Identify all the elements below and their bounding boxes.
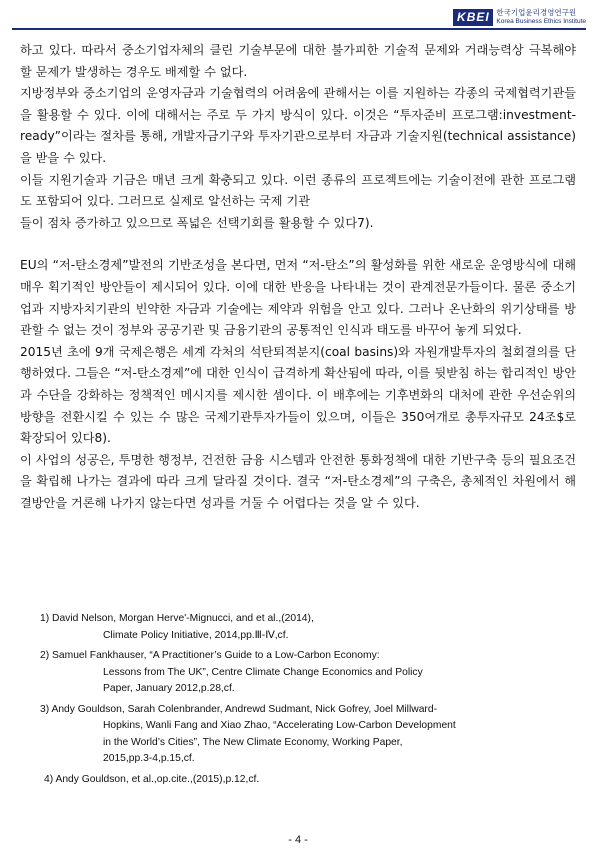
- paragraph-3: 이들 지원기술과 기금은 매년 크게 확충되고 있다. 이런 종류의 프로젝트에는 기술이전에 관한 프로그램도 포함되어 있다. 그러므로 실제로 알선하는 국제 기관: [20, 172, 576, 209]
- paragraph-7: 이 사업의 성공은, 투명한 행정부, 건전한 금융 시스템과 안전한 통화정책에 대한 기반구축 등의 필요조건을 확립해 나가는 결과에 따라 크게 달라질 것이다. 결국 “저-탄소경제”의 구축은, 총체적인 차원에서 해결방안을 거론해 나가지 않는다면 성과를 거둘 수 어렵다는 것을 알 수 있다.: [20, 452, 576, 510]
- body-text: [20, 40, 576, 514]
- footnote-line: Hopkins, Wanli Fang and Xiao Zhao, “Accelerating Low-Carbon Development: [103, 720, 456, 731]
- paragraph-5: EU의 “저-탄소경제”발전의 기반조성을 본다면, 먼저 “저-탄소”의 활성화를 위한 새로운 운영방식에 대해 매우 획기적인 방안들이 제시되어 있다. 이에 대한 반응을 나타내는 것이 관계전문가들이다. 물론 중소기업과 지방자치기관의 빈약한 자금과 기술에는 제약과 위험을 안고 있다. 그러나 온난화의 위기상태를 방관할 수 없는 것이 정부와 공공기관 및 금융기관의 공통적인 인식과 태도를 바꾸어 놓게 되었다.: [20, 258, 576, 338]
- footnote-line: 3) Andy Gouldson, Sarah Colenbrander, Andrewd Sudmant, Nick Gofrey, Joel Millward-: [40, 703, 438, 715]
- kbei-logo-mark: KBEI: [453, 9, 493, 26]
- paragraph-2: 지방정부와 중소기업의 운영자금과 기술협력의 어려움에 관해서는 이를 지원하는 각종의 국제협력기관들을 활용할 수 있다. 이에 대해서는 주로 두 가지 방식이 있다. 이것은 “투자준비 프로그램:investment-ready”이라는 절차를 통해, 개발자금기구와 투자기관으로부터 자금과 기술지원(technical assistance)을 받을 수 있다.: [20, 86, 576, 165]
- paragraph-6: 2015년 초에 9개 국제은행은 세계 각처의 석탄퇴적분지(coal basins)와 자원개발투자의 철회결의를 단행하였다. 그들은 “저-탄소경제”에 대한 인식이 급격하게 확산됨에 따라, 이를 뒷받침 하는 합리적인 방안과 수단을 강화하는 정책적인 메시지를 제시한 셈이다. 이 배후에는 기후변화의 대처에 관한 우선순위의 방향을 전환시킬 수 있는 수 많은 국제기관투자가들이 있으며, 이들은 350여개로 총투자규모 24조$로 확장되어 있다8).: [20, 344, 576, 446]
- footnote-1: [40, 611, 570, 644]
- org-name-english: Korea Business Ethics Institute: [496, 18, 586, 25]
- header-logo: [453, 8, 586, 26]
- paragraph-1: 하고 있다. 따라서 중소기업자체의 클린 기술부문에 대한 불가피한 기술적 문제와 거래능력상 극복해야 할 문제가 발생하는 경우도 배제할 수 없다.: [20, 43, 576, 79]
- footnote-2: [40, 648, 570, 698]
- footnote-4: [44, 772, 570, 789]
- footnote-3: [40, 702, 570, 768]
- footnote-line: 2015,pp.3-4,p.15,cf.: [103, 753, 195, 764]
- footnotes: [40, 611, 570, 792]
- header-divider: [12, 28, 586, 30]
- paragraph-4: 들이 점차 증가하고 있으므로 폭넓은 선택기회를 활용할 수 있다7).: [20, 215, 374, 230]
- footnote-line: 2) Samuel Fankhauser, “A Practitioner’s Guide to a Low-Carbon Economy:: [40, 650, 380, 661]
- org-name-block: [496, 8, 586, 26]
- footnote-line: 1) David Nelson, Morgan Herve'-Mignucci, and et al.,(2014),: [40, 613, 314, 624]
- footnote-line: Climate Policy Initiative, 2014,pp.Ⅲ-Ⅳ,cf.: [103, 629, 289, 641]
- page-number: - 4 -: [288, 834, 308, 846]
- footnote-line: Lessons from The UK”, Centre Climate Change Economics and Policy: [103, 666, 423, 678]
- footnote-line: 4) Andy Gouldson, et al.,op.cite.,(2015),p.12,cf.: [44, 773, 260, 785]
- footnote-line: Paper, January 2012,p.28,cf.: [103, 683, 235, 694]
- paragraph-gap: [20, 234, 576, 255]
- footnote-line: in the World’s Cities”, The New Climate Economy, Working Paper,: [103, 736, 403, 748]
- org-name-korean: 한국기업윤리경영연구원: [496, 8, 577, 17]
